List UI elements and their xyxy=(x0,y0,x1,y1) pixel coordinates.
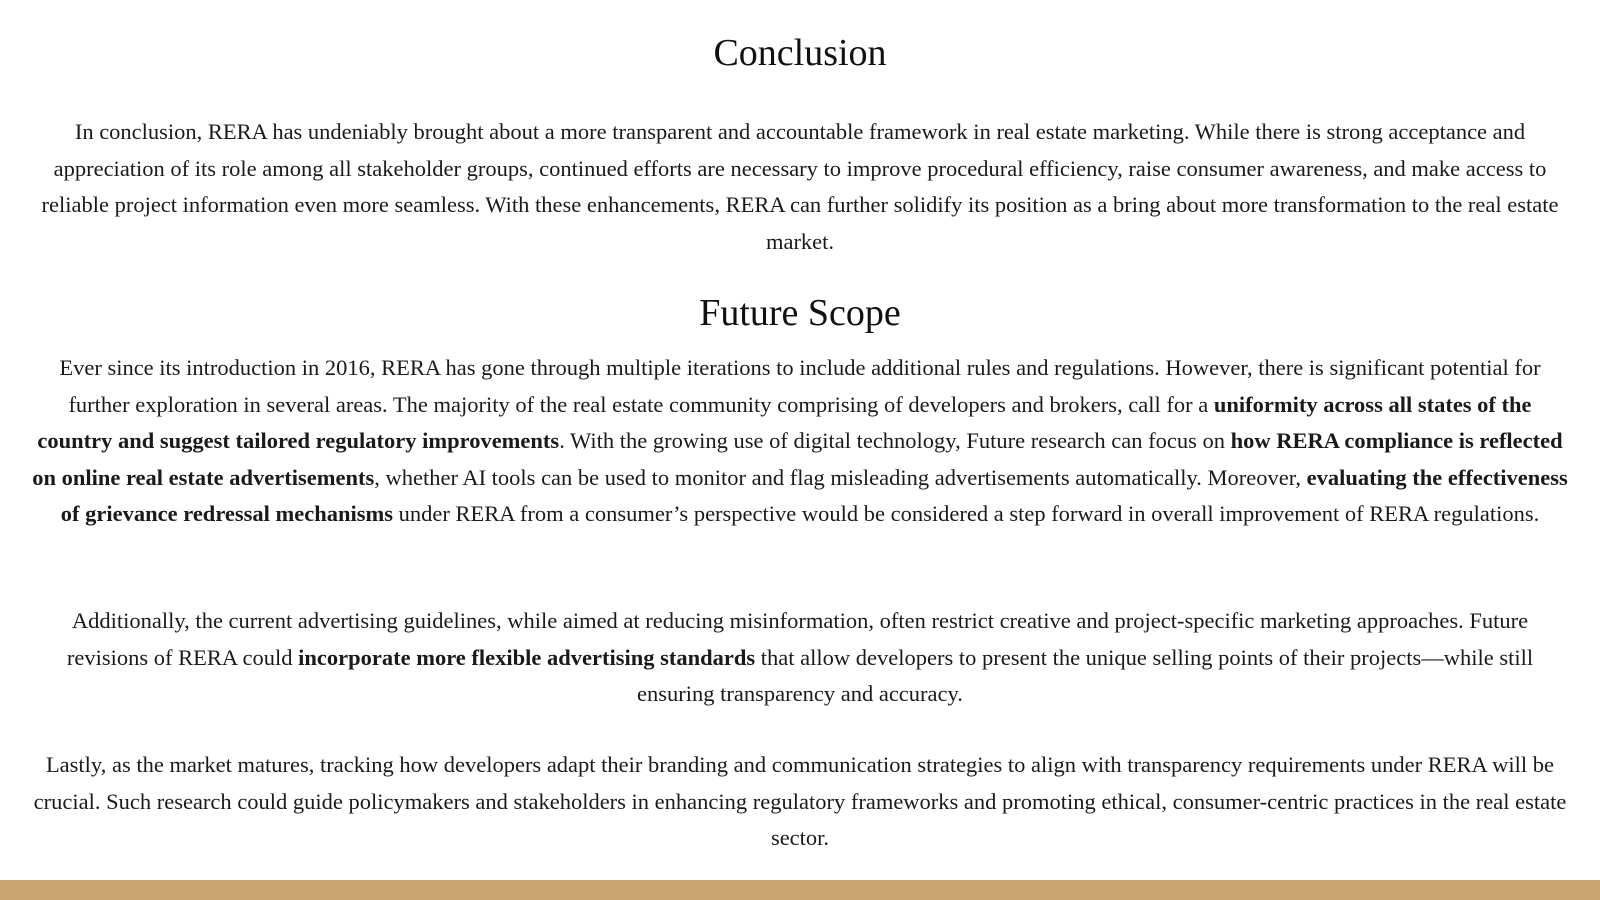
bold-text-flexible-standards: incorporate more flexible advertising standards xyxy=(298,644,756,670)
text-run: that allow developers to present the unique selling points of their projects—while still ensuring transparency and accuracy. xyxy=(637,644,1534,706)
text-run: . With the growing use of digital technology, Future research can focus on xyxy=(559,428,1231,453)
future-scope-paragraph-1 xyxy=(32,350,1568,533)
conclusion-paragraph: In conclusion, RERA has undeniably brought about a more transparent and accountable framework in real estate marketing. While there is strong acceptance and appreciation of its role among all stakeholder groups, continued efforts are necessary to improve procedural efficiency, raise consumer awareness, and make access to reliable project information even more seamless. With these enhancements, RERA can further solidify its position as a bring about more transformation to the real estate market. xyxy=(41,119,1559,254)
footer-bar xyxy=(0,880,1600,900)
text-run: Ever since its introduction in 2016, RERA has gone through multiple iterations to include additional rules and regulations. However, there is significant potential for further exploration in several areas. The majority of the real estate community comprising of developers and brokers, call for a xyxy=(59,355,1541,417)
text-run: Additionally, the current advertising guidelines, while aimed at reducing misinformation, often restrict creative and project-specific marketing approaches. Future revisions of RERA could xyxy=(66,608,1529,670)
bold-text-uniformity: uniformity across all states of the country and suggest tailored regulatory improvements xyxy=(37,391,1532,453)
future-scope-paragraph-2 xyxy=(32,603,1568,713)
bold-text-rera-compliance: how RERA compliance is reflected on online real estate advertisements xyxy=(32,428,1563,490)
future-scope-heading: Future Scope xyxy=(699,292,901,334)
text-run: , whether AI tools can be used to monitor and flag misleading advertisements automatically. Moreover, xyxy=(374,464,1307,490)
future-scope-paragraph-3: Lastly, as the market matures, tracking how developers adapt their branding and communication strategies to align with transparency requirements under RERA will be crucial. Such research could guide policymakers and stakeholders in enhancing regulatory frameworks and promoting ethical, consumer-centric practices in the real estate sector. xyxy=(33,752,1567,850)
text-run: under RERA from a consumer’s perspective would be considered a step forward in overall improvement of RERA regulations. xyxy=(393,501,1540,526)
bold-text-grievance-redressal: evaluating the effectiveness of grievance redressal mechanisms xyxy=(60,464,1568,526)
conclusion-heading: Conclusion xyxy=(713,32,887,74)
